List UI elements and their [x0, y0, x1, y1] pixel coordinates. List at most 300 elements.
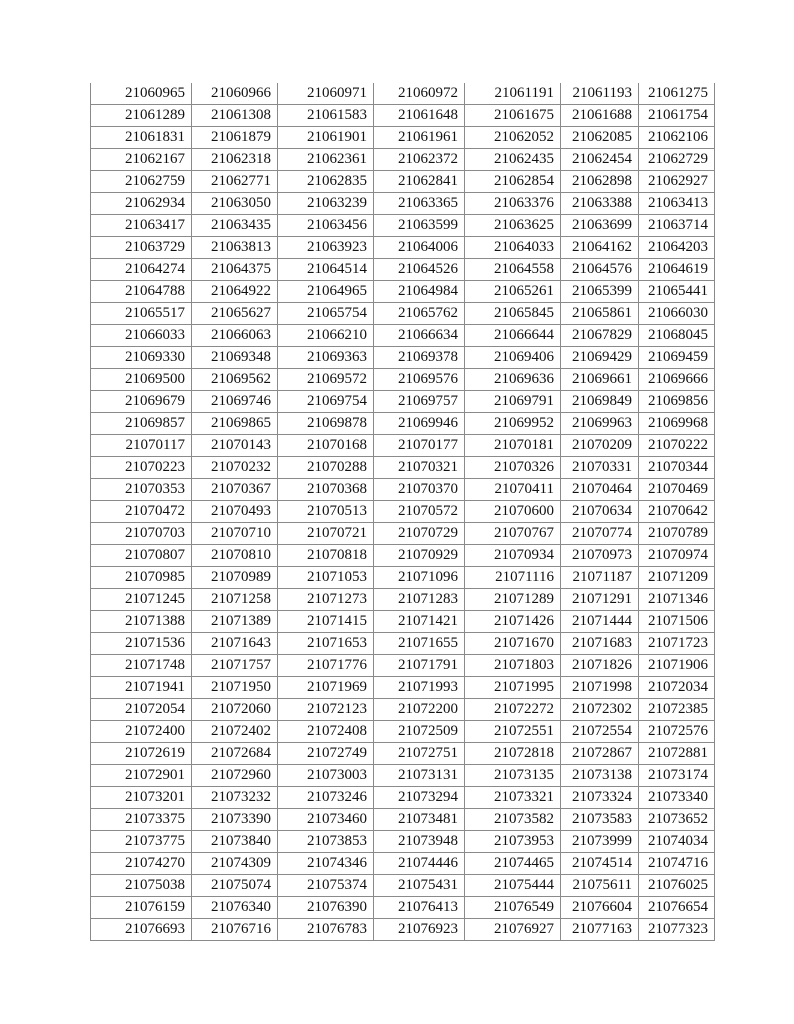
table-cell: 21064006 [374, 237, 465, 259]
table-row [91, 589, 715, 611]
table-cell: 21066210 [278, 325, 374, 347]
table-cell: 21067829 [561, 325, 639, 347]
table-cell: 21074465 [465, 853, 561, 875]
table-cell: 21074716 [639, 853, 715, 875]
table-cell: 21069378 [374, 347, 465, 369]
table-cell: 21074034 [639, 831, 715, 853]
table-cell: 21070326 [465, 457, 561, 479]
table-cell: 21072123 [278, 699, 374, 721]
table-row [91, 853, 715, 875]
table-cell: 21073953 [465, 831, 561, 853]
table-cell: 21072960 [192, 765, 278, 787]
table-row [91, 281, 715, 303]
table-cell: 21064788 [91, 281, 192, 303]
table-cell: 21071426 [465, 611, 561, 633]
table-cell: 21072684 [192, 743, 278, 765]
table-row [91, 501, 715, 523]
table-cell: 21076340 [192, 897, 278, 919]
number-table [90, 83, 715, 941]
table-cell: 21062927 [639, 171, 715, 193]
table-cell: 21062167 [91, 149, 192, 171]
table-row [91, 897, 715, 919]
table-cell: 21065754 [278, 303, 374, 325]
table-cell: 21071670 [465, 633, 561, 655]
table-cell: 21070367 [192, 479, 278, 501]
table-cell: 21065441 [639, 281, 715, 303]
table-row [91, 215, 715, 237]
table-cell: 21074270 [91, 853, 192, 875]
table-cell: 21061688 [561, 105, 639, 127]
table-cell: 21073948 [374, 831, 465, 853]
table-cell: 21065261 [465, 281, 561, 303]
table-cell: 21070223 [91, 457, 192, 479]
table-cell: 21073582 [465, 809, 561, 831]
table-cell: 21071757 [192, 655, 278, 677]
table-row [91, 457, 715, 479]
table-cell: 21065845 [465, 303, 561, 325]
table-cell: 21066644 [465, 325, 561, 347]
table-cell: 21066063 [192, 325, 278, 347]
table-row [91, 765, 715, 787]
table-cell: 21065517 [91, 303, 192, 325]
table-cell: 21062759 [91, 171, 192, 193]
table-row [91, 83, 715, 105]
table-cell: 21062372 [374, 149, 465, 171]
table-cell: 21070209 [561, 435, 639, 457]
table-cell: 21062898 [561, 171, 639, 193]
table-cell: 21071969 [278, 677, 374, 699]
table-cell: 21072551 [465, 721, 561, 743]
table-row [91, 347, 715, 369]
table-cell: 21069746 [192, 391, 278, 413]
table-cell: 21070344 [639, 457, 715, 479]
table-cell: 21063417 [91, 215, 192, 237]
table-cell: 21064965 [278, 281, 374, 303]
table-cell: 21076159 [91, 897, 192, 919]
table-cell: 21065399 [561, 281, 639, 303]
table-cell: 21073246 [278, 787, 374, 809]
table-cell: 21066030 [639, 303, 715, 325]
table-cell: 21070353 [91, 479, 192, 501]
table-cell: 21070703 [91, 523, 192, 545]
table-cell: 21065627 [192, 303, 278, 325]
table-cell: 21064033 [465, 237, 561, 259]
table-cell: 21069878 [278, 413, 374, 435]
table-cell: 21071995 [465, 677, 561, 699]
table-cell: 21072881 [639, 743, 715, 765]
table-cell: 21063923 [278, 237, 374, 259]
table-cell: 21063050 [192, 193, 278, 215]
table-row [91, 787, 715, 809]
table-cell: 21062771 [192, 171, 278, 193]
table-cell: 21076549 [465, 897, 561, 919]
table-cell: 21061308 [192, 105, 278, 127]
table-cell: 21072385 [639, 699, 715, 721]
table-cell: 21072576 [639, 721, 715, 743]
table-cell: 21061289 [91, 105, 192, 127]
table-cell: 21071776 [278, 655, 374, 677]
table-cell: 21069849 [561, 391, 639, 413]
table-cell: 21070117 [91, 435, 192, 457]
table-cell: 21070729 [374, 523, 465, 545]
table-cell: 21071723 [639, 633, 715, 655]
table-cell: 21062934 [91, 193, 192, 215]
table-cell: 21071826 [561, 655, 639, 677]
table-cell: 21070177 [374, 435, 465, 457]
table-cell: 21069857 [91, 413, 192, 435]
table-cell: 21070810 [192, 545, 278, 567]
table-cell: 21066033 [91, 325, 192, 347]
table-row [91, 105, 715, 127]
table-cell: 21072867 [561, 743, 639, 765]
table-cell: 21071950 [192, 677, 278, 699]
table-cell: 21071748 [91, 655, 192, 677]
table-row [91, 809, 715, 831]
table-cell: 21071683 [561, 633, 639, 655]
table-cell: 21071283 [374, 589, 465, 611]
table-cell: 21070222 [639, 435, 715, 457]
table-cell: 21061879 [192, 127, 278, 149]
table-cell: 21073775 [91, 831, 192, 853]
table-cell: 21069576 [374, 369, 465, 391]
table-cell: 21073324 [561, 787, 639, 809]
table-cell: 21064526 [374, 259, 465, 281]
table-cell: 21071803 [465, 655, 561, 677]
table-cell: 21064619 [639, 259, 715, 281]
table-cell: 21070232 [192, 457, 278, 479]
table-row [91, 391, 715, 413]
table-cell: 21063388 [561, 193, 639, 215]
table-cell: 21073999 [561, 831, 639, 853]
table-row [91, 171, 715, 193]
table-cell: 21061901 [278, 127, 374, 149]
table-cell: 21064203 [639, 237, 715, 259]
table-cell: 21071653 [278, 633, 374, 655]
table-row [91, 611, 715, 633]
table-cell: 21071791 [374, 655, 465, 677]
table-cell: 21072408 [278, 721, 374, 743]
table-cell: 21062841 [374, 171, 465, 193]
table-cell: 21071187 [561, 567, 639, 589]
table-cell: 21073003 [278, 765, 374, 787]
table-cell: 21061193 [561, 83, 639, 105]
table-cell: 21071258 [192, 589, 278, 611]
table-cell: 21070288 [278, 457, 374, 479]
table-cell: 21070634 [561, 501, 639, 523]
table-row [91, 413, 715, 435]
table-cell: 21077163 [561, 919, 639, 941]
table-cell: 21070331 [561, 457, 639, 479]
table-cell: 21071053 [278, 567, 374, 589]
table-cell: 21076783 [278, 919, 374, 941]
table-cell: 21071116 [465, 567, 561, 589]
table-row [91, 149, 715, 171]
table-cell: 21070973 [561, 545, 639, 567]
table-cell: 21060971 [278, 83, 374, 105]
table-cell: 21073375 [91, 809, 192, 831]
table-cell: 21071655 [374, 633, 465, 655]
table-cell: 21074346 [278, 853, 374, 875]
table-row [91, 633, 715, 655]
table-cell: 21069791 [465, 391, 561, 413]
table-cell: 21069679 [91, 391, 192, 413]
table-cell: 21060972 [374, 83, 465, 105]
table-cell: 21070974 [639, 545, 715, 567]
table-cell: 21064514 [278, 259, 374, 281]
table-cell: 21069429 [561, 347, 639, 369]
table-cell: 21076025 [639, 875, 715, 897]
table-cell: 21062854 [465, 171, 561, 193]
table-cell: 21063365 [374, 193, 465, 215]
table-cell: 21070642 [639, 501, 715, 523]
table-cell: 21071388 [91, 611, 192, 633]
table-cell: 21061191 [465, 83, 561, 105]
table-cell: 21069572 [278, 369, 374, 391]
table-cell: 21071506 [639, 611, 715, 633]
table-cell: 21073460 [278, 809, 374, 831]
table-row [91, 193, 715, 215]
table-cell: 21071289 [465, 589, 561, 611]
table-cell: 21064274 [91, 259, 192, 281]
table-cell: 21075611 [561, 875, 639, 897]
table-row [91, 479, 715, 501]
table-row [91, 699, 715, 721]
table-cell: 21063456 [278, 215, 374, 237]
table-cell: 21076693 [91, 919, 192, 941]
table-cell: 21072034 [639, 677, 715, 699]
table-cell: 21070572 [374, 501, 465, 523]
table-row [91, 369, 715, 391]
table-cell: 21071273 [278, 589, 374, 611]
table-cell: 21062052 [465, 127, 561, 149]
table-cell: 21069661 [561, 369, 639, 391]
table-cell: 21073583 [561, 809, 639, 831]
table-cell: 21074309 [192, 853, 278, 875]
table-cell: 21077323 [639, 919, 715, 941]
table-cell: 21071421 [374, 611, 465, 633]
table-cell: 21072400 [91, 721, 192, 743]
table-row [91, 545, 715, 567]
table-cell: 21071389 [192, 611, 278, 633]
table-cell: 21071444 [561, 611, 639, 633]
table-cell: 21061831 [91, 127, 192, 149]
table-row [91, 743, 715, 765]
table-cell: 21064922 [192, 281, 278, 303]
table-cell: 21070929 [374, 545, 465, 567]
table-cell: 21062454 [561, 149, 639, 171]
table-cell: 21061675 [465, 105, 561, 127]
table-cell: 21064162 [561, 237, 639, 259]
table-cell: 21076604 [561, 897, 639, 919]
table-cell: 21071209 [639, 567, 715, 589]
table-cell: 21069500 [91, 369, 192, 391]
table-cell: 21073390 [192, 809, 278, 831]
table-cell: 21073652 [639, 809, 715, 831]
table-cell: 21061961 [374, 127, 465, 149]
table-cell: 21063813 [192, 237, 278, 259]
table-cell: 21070789 [639, 523, 715, 545]
table-cell: 21066634 [374, 325, 465, 347]
table-cell: 21069348 [192, 347, 278, 369]
table-cell: 21072200 [374, 699, 465, 721]
table-cell: 21073135 [465, 765, 561, 787]
table-cell: 21063714 [639, 215, 715, 237]
table-cell: 21071346 [639, 589, 715, 611]
table-cell: 21064984 [374, 281, 465, 303]
table-cell: 21070464 [561, 479, 639, 501]
table-cell: 21061275 [639, 83, 715, 105]
table-cell: 21071941 [91, 677, 192, 699]
table-cell: 21072509 [374, 721, 465, 743]
table-cell: 21072818 [465, 743, 561, 765]
table-cell: 21068045 [639, 325, 715, 347]
table-cell: 21062729 [639, 149, 715, 171]
table-cell: 21063376 [465, 193, 561, 215]
table-cell: 21073294 [374, 787, 465, 809]
table-cell: 21073201 [91, 787, 192, 809]
table-cell: 21070710 [192, 523, 278, 545]
table-cell: 21071643 [192, 633, 278, 655]
table-cell: 21063413 [639, 193, 715, 215]
table-cell: 21071245 [91, 589, 192, 611]
table-cell: 21072054 [91, 699, 192, 721]
table-cell: 21062361 [278, 149, 374, 171]
table-cell: 21063435 [192, 215, 278, 237]
table-cell: 21070411 [465, 479, 561, 501]
table-cell: 21065762 [374, 303, 465, 325]
table-cell: 21070181 [465, 435, 561, 457]
table-cell: 21063239 [278, 193, 374, 215]
table-cell: 21069666 [639, 369, 715, 391]
table-cell: 21076716 [192, 919, 278, 941]
table-cell: 21060966 [192, 83, 278, 105]
table-cell: 21062085 [561, 127, 639, 149]
table-cell: 21062835 [278, 171, 374, 193]
table-cell: 21069562 [192, 369, 278, 391]
table-cell: 21064576 [561, 259, 639, 281]
table-cell: 21069330 [91, 347, 192, 369]
table-row [91, 127, 715, 149]
table-cell: 21071291 [561, 589, 639, 611]
table-cell: 21074514 [561, 853, 639, 875]
table-cell: 21069754 [278, 391, 374, 413]
table-cell: 21062318 [192, 149, 278, 171]
table-cell: 21070985 [91, 567, 192, 589]
table-row [91, 875, 715, 897]
table-cell: 21075374 [278, 875, 374, 897]
table-cell: 21070774 [561, 523, 639, 545]
table-cell: 21065861 [561, 303, 639, 325]
table-cell: 21063699 [561, 215, 639, 237]
table-cell: 21071096 [374, 567, 465, 589]
table-cell: 21064558 [465, 259, 561, 281]
table-cell: 21061754 [639, 105, 715, 127]
table-cell: 21072060 [192, 699, 278, 721]
table-cell: 21075038 [91, 875, 192, 897]
table-row [91, 237, 715, 259]
table-cell: 21070321 [374, 457, 465, 479]
table-cell: 21070493 [192, 501, 278, 523]
table-cell: 21063729 [91, 237, 192, 259]
table-cell: 21073853 [278, 831, 374, 853]
table-cell: 21069963 [561, 413, 639, 435]
table-cell: 21073840 [192, 831, 278, 853]
table-cell: 21072272 [465, 699, 561, 721]
table-cell: 21063599 [374, 215, 465, 237]
table-cell: 21072749 [278, 743, 374, 765]
table-cell: 21069856 [639, 391, 715, 413]
table-cell: 21061583 [278, 105, 374, 127]
table-cell: 21069968 [639, 413, 715, 435]
table-row [91, 567, 715, 589]
table-cell: 21073174 [639, 765, 715, 787]
table-cell: 21070989 [192, 567, 278, 589]
table-cell: 21069636 [465, 369, 561, 391]
table-cell: 21070472 [91, 501, 192, 523]
table-row [91, 325, 715, 347]
table-cell: 21076927 [465, 919, 561, 941]
table-cell: 21073340 [639, 787, 715, 809]
table-cell: 21072554 [561, 721, 639, 743]
table-cell: 21069406 [465, 347, 561, 369]
table-cell: 21069459 [639, 347, 715, 369]
table-row [91, 831, 715, 853]
table-cell: 21073131 [374, 765, 465, 787]
table-row [91, 677, 715, 699]
table-cell: 21069946 [374, 413, 465, 435]
table-cell: 21076413 [374, 897, 465, 919]
table-body [91, 83, 715, 941]
table-cell: 21071993 [374, 677, 465, 699]
table-cell: 21071906 [639, 655, 715, 677]
table-cell: 21070469 [639, 479, 715, 501]
table-cell: 21062435 [465, 149, 561, 171]
table-cell: 21070143 [192, 435, 278, 457]
table-cell: 21076654 [639, 897, 715, 919]
table-cell: 21075074 [192, 875, 278, 897]
table-cell: 21072751 [374, 743, 465, 765]
table-row [91, 259, 715, 281]
table-cell: 21072901 [91, 765, 192, 787]
table-row [91, 435, 715, 457]
table-cell: 21060965 [91, 83, 192, 105]
table-cell: 21070513 [278, 501, 374, 523]
table-cell: 21070818 [278, 545, 374, 567]
table-cell: 21063625 [465, 215, 561, 237]
table-cell: 21073321 [465, 787, 561, 809]
table-row [91, 303, 715, 325]
table-cell: 21072302 [561, 699, 639, 721]
table-cell: 21074446 [374, 853, 465, 875]
table-cell: 21061648 [374, 105, 465, 127]
table-row [91, 721, 715, 743]
table-cell: 21064375 [192, 259, 278, 281]
table-cell: 21076923 [374, 919, 465, 941]
table-cell: 21075444 [465, 875, 561, 897]
table-cell: 21069865 [192, 413, 278, 435]
table-cell: 21062106 [639, 127, 715, 149]
table-cell: 21073232 [192, 787, 278, 809]
table-cell: 21072619 [91, 743, 192, 765]
table-cell: 21070370 [374, 479, 465, 501]
table-row [91, 655, 715, 677]
table-cell: 21073138 [561, 765, 639, 787]
table-cell: 21071998 [561, 677, 639, 699]
table-cell: 21070368 [278, 479, 374, 501]
table-cell: 21076390 [278, 897, 374, 919]
table-cell: 21070934 [465, 545, 561, 567]
table-cell: 21071536 [91, 633, 192, 655]
